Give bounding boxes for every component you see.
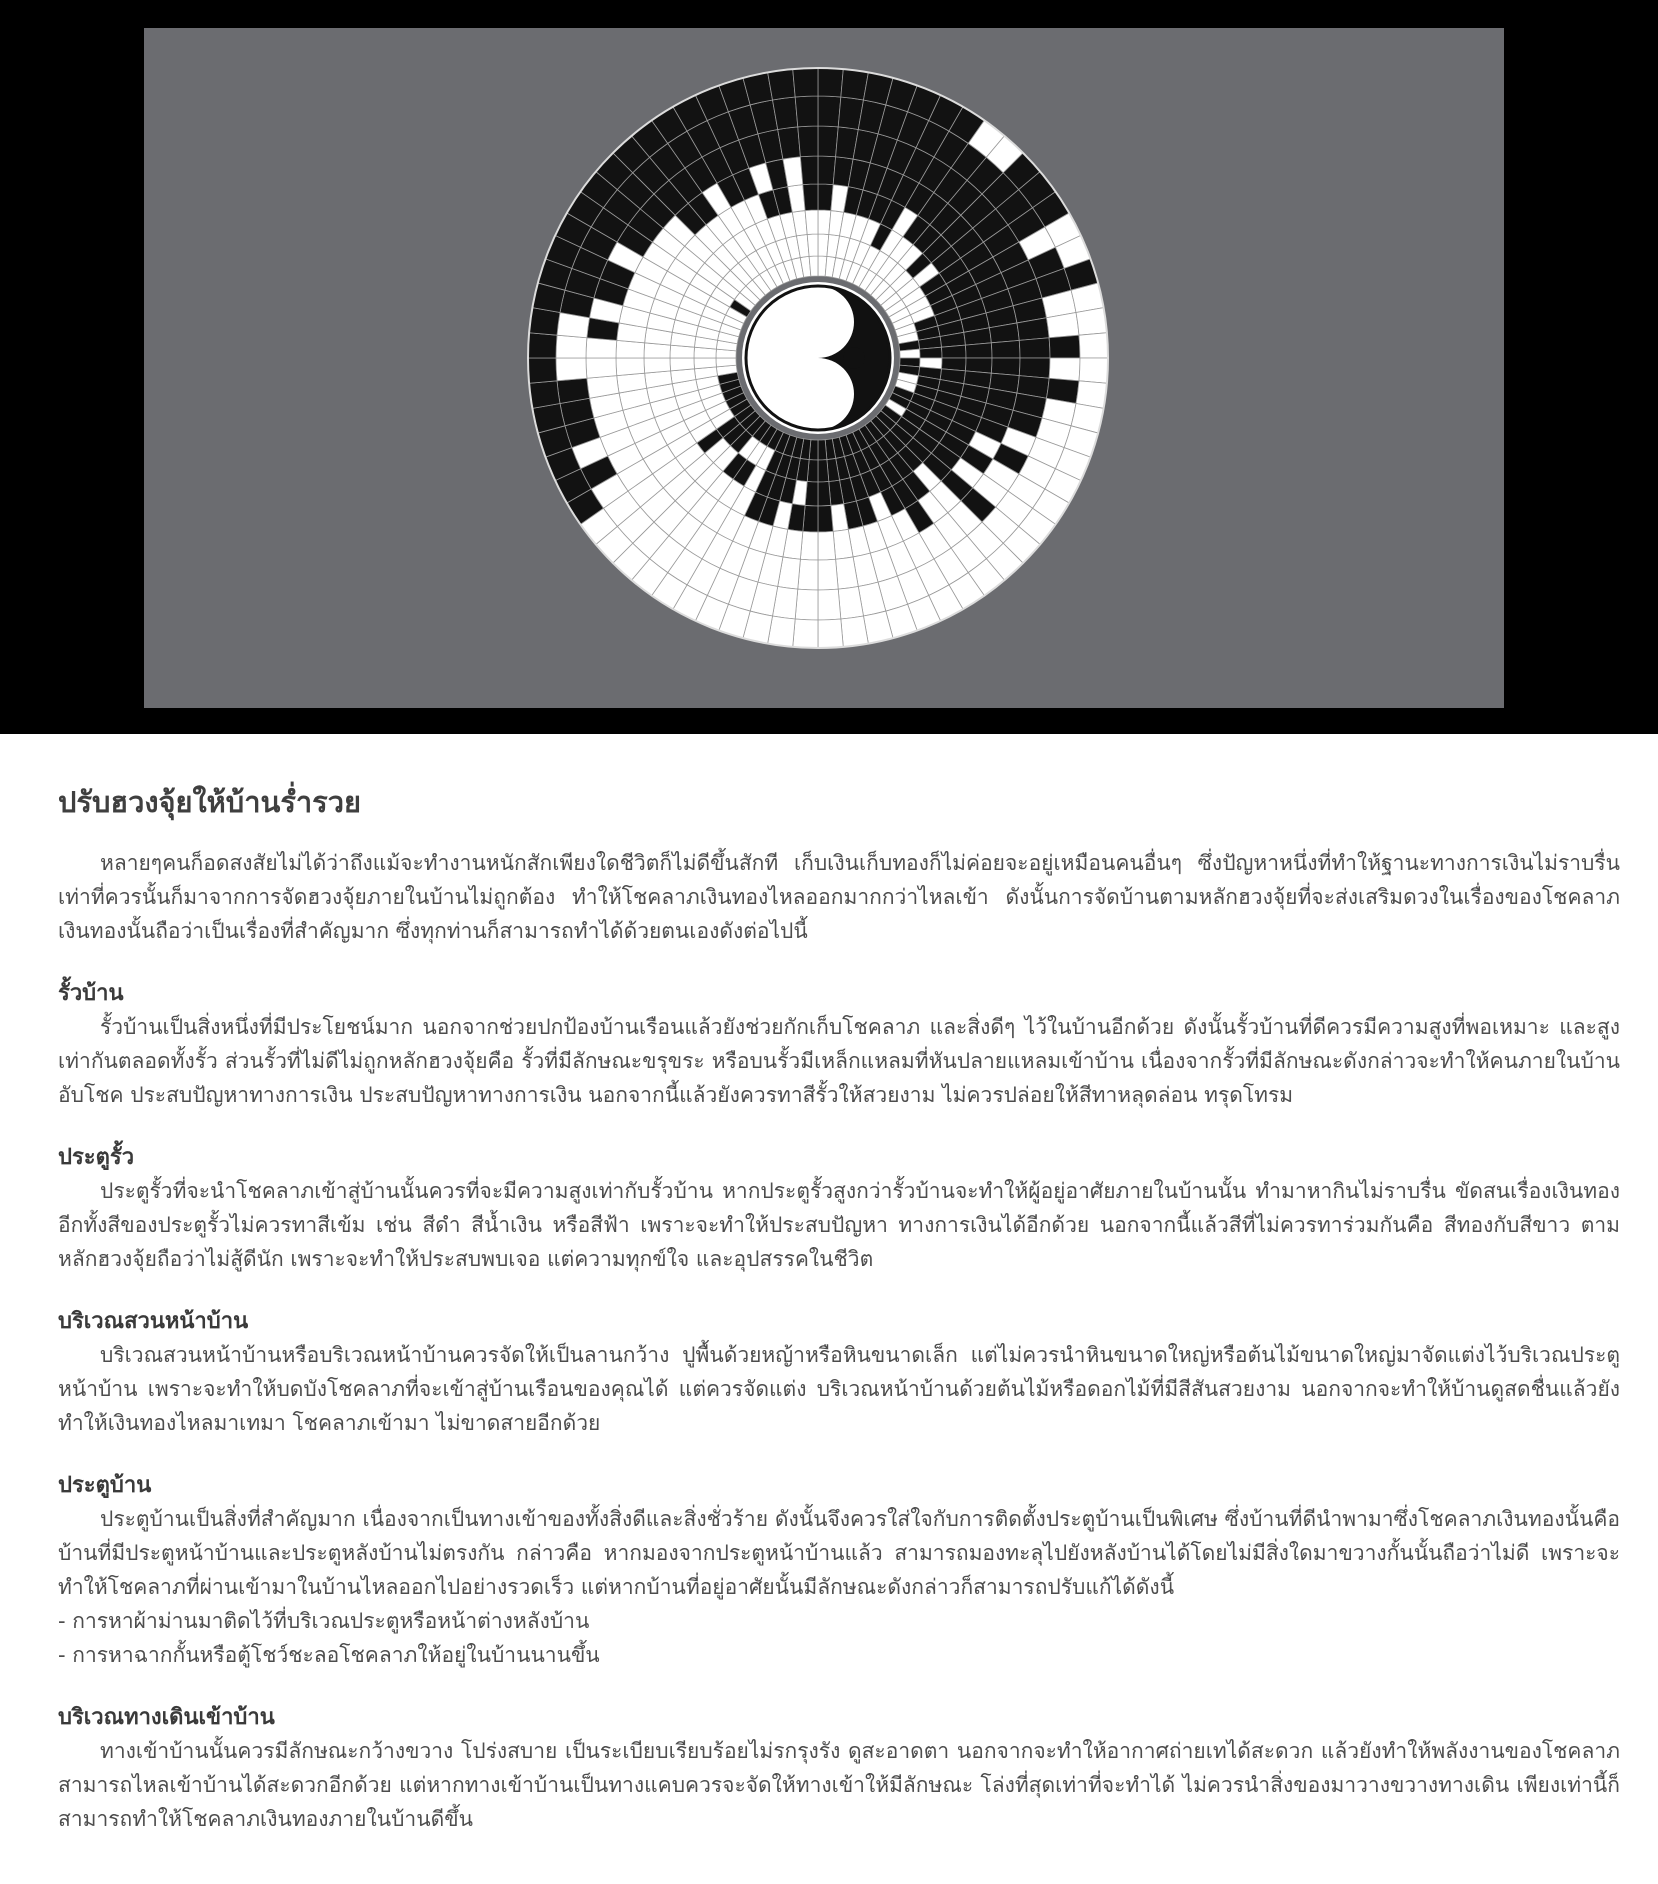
mandala-cell [798, 126, 818, 157]
mandala-cell [818, 559, 838, 590]
mandala-cell [818, 589, 841, 620]
mandala-cell [800, 531, 818, 560]
mandala-cell [965, 343, 992, 358]
mandala-cell [795, 96, 818, 127]
mandala-cell [795, 589, 818, 620]
mandala-cell [1079, 333, 1108, 358]
yin-yang-icon [742, 282, 894, 434]
mandala-cell [805, 210, 818, 234]
section-body: ทางเข้าบ้านนั้นควรมีลักษณะกว้างขวาง โปร่งสบาย เป็นระเบียบเรียบร้อยไม่รกรุงรัง ดูสะอาดตา นอกจากจะทำให้อากาศถ่ายเทได้สะดวก แล้วยังทำให้พลังงานของโชคลาภสามารถไหลเข้าบ้านได้สะดวกอีกด้วย แต่หากทางเข้าบ้านเป็นทางแคบควรจะจัดให้ทางเข้าให้มีลักษณะ โล่งที่สุดเท่าที่จะทำได้ ไม่ควรนำสิ่งของมาวางขวางทางเดิน เพียงเท่านี้ก็สามารถทำให้โชคลาภเงินทองภายในบ้านดีขึ้น [58, 1739, 1620, 1831]
section-heading: ประตูบ้าน [58, 1473, 152, 1498]
mandala-cell [556, 358, 587, 381]
section-fence-gate [58, 1142, 1620, 1276]
mandala-cell [818, 440, 827, 460]
mandala-cell [616, 358, 645, 376]
section-front-garden [58, 1306, 1620, 1440]
mandala-cell [586, 338, 617, 358]
mandala-cell [528, 358, 557, 383]
mandala-cell [1049, 335, 1080, 358]
mandala-cell [991, 340, 1020, 358]
hero-banner [0, 0, 1658, 734]
mandala-cell [818, 531, 836, 560]
article [58, 782, 1620, 1836]
section-body: บริเวณสวนหน้าบ้านหรือบริเวณหน้าบ้านควรจัดให้เป็นลานกว้าง ปูพื้นด้วยหญ้าหรือหินขนาดเล็ก แต่ไม่ควรนำหินขนาดใหญ่หรือต้นไม้ขนาดใหญ่มาจัดแต่งไว้บริเวณประตูหน้าบ้าน เพราะจะทำให้บดบังโชคลาภที่จะเข้าสู่บ้านเรือนของคุณได้ แต่ควรจัดแต่ง บริเวณหน้าบ้านด้วยต้นไม้หรือดอกไม้ที่มีสีสันสวยงาม นอกจากจะทำให้บ้านดูสดชื่นแล้วยังทำให้เงินทองไหลมาเทมา โชคลาภเข้ามา ไม่ขาดสายอีกด้วย [58, 1343, 1620, 1435]
mandala-cell [818, 96, 841, 127]
mandala-cell [768, 69, 796, 100]
section-body: รั้วบ้านเป็นสิ่งหนึ่งที่มีประโยชน์มาก นอกจากช่วยปกป้องบ้านเรือนแล้วยังช่วยกักเก็บโชคลาภ และสิ่งดีๆ ไว้ในบ้านอีกด้วย ดังนั้นรั้วบ้านที่ดีควรมีความสูงที่พอเหมาะ และสูงเท่ากันตลอดทั้งรั้ว ส่วนรั้วที่ไม่ดีไม่ถูกหลักฮวงจุ้ยคือ รั้วที่มีลักษณะขรุขระ หรือบนรั้วมีเหล็กแหลมที่หันปลายแหลมเข้าบ้าน เนื่องจากรั้วที่มีลักษณะดังกล่าวจะทำให้คนภายในบ้านอับโชค ประสบปัญหาทางการเงิน ประสบปัญหาทางการเงิน นอกจากนี้แล้วยังควรทาสีรั้วให้สวยงาม ไม่ควรปล่อยให้สีทาหลุดล่อน ทรุดโทรม [58, 1015, 1620, 1107]
mandala-cell [1079, 358, 1108, 383]
mandala-cell [818, 68, 843, 97]
mandala-cell [616, 340, 645, 358]
list-item: - การหาผ้าม่านมาติดไว้ที่บริเวณประตูหรือหน้าต่างหลังบ้าน [58, 1609, 590, 1633]
section-fence [58, 978, 1620, 1112]
mandala-cell [818, 482, 831, 506]
mandala-cell [803, 184, 818, 211]
section-heading: บริเวณทางเดินเข้าบ้าน [58, 1705, 275, 1730]
mandala-cell [586, 358, 617, 378]
mandala-cell [528, 333, 557, 358]
mandala-cell [793, 68, 818, 97]
mandala-cell [900, 349, 920, 358]
mandala-cell [807, 234, 818, 256]
mandala-cell [793, 619, 818, 648]
mandala-cell [841, 616, 869, 647]
mandala-cell [942, 345, 966, 358]
yin-yang-mandala-illustration [144, 28, 1504, 708]
list-item: - การหาฉากกั้นหรือตู้โชว์ชะลอโชคลาภให้อยู่ในบ้านนานขึ้น [58, 1643, 600, 1667]
section-body: ประตูรั้วที่จะนำโชคลาภเข้าสู่บ้านนั้นควรที่จะมีความสูงเท่ากับรั้วบ้าน หากประตูรั้วสูงกว่ารั้วบ้านจะทำให้ผู้อยู่อาศัยภายในบ้านนั้น ทำมาหากินไม่ราบรื่น ขัดสนเรื่องเงินทอง อีกทั้งสีของประตูรั้วไม่ควรทาสีเข้ม เช่น สีดำ สีน้ำเงิน หรือสีฟ้า เพราะจะทำให้ประสบปัญหา ทางการเงินได้อีกด้วย นอกจากนี้แล้วสีที่ไม่ควรทาร่วมกันคือ สีทองกับสีขาว ตามหลักฮวงจุ้ยถือว่าไม่สู้ดีนัก เพราะจะทำให้ประสบพบเจอ แต่ความทุกข์ใจ และอุปสรรคในชีวิต [58, 1179, 1620, 1271]
mandala-cell [556, 335, 587, 358]
mandala-cell [809, 256, 818, 276]
mandala-cell [818, 505, 833, 532]
mandala-cell [529, 381, 560, 409]
mandala-cell [716, 358, 736, 367]
mandala-cell [800, 156, 818, 185]
mandala-cell [670, 358, 694, 371]
mandala-cell [818, 460, 829, 482]
mandala-cell [818, 156, 836, 185]
section-heading: รั้วบ้าน [58, 981, 124, 1006]
section-body: ประตูบ้านเป็นสิ่งที่สำคัญมาก เนื่องจากเป็นทางเข้าของทั้งสิ่งดีและสิ่งชั่วร้าย ดังนั้นจึงควรใส่ใจกับการติดตั้งประตูบ้านเป็นพิเศษ ซึ่งบ้านที่ดีนำพามาซึ่งโชคลาภเงินทองนั้นคือ บ้านที่มีประตูหน้าบ้านและประตูหลังบ้านไม่ตรงกัน กล่าวคือ หากมองจากประตูหน้าบ้านแล้ว สามารถมองทะลุไปยังหลังบ้านได้โดยไม่มีสิ่งใดมาขวางกั้นนั้นถือว่าไม่ดี เพราะจะทำให้โชคลาภที่ผ่านเข้ามาในบ้านไหลออกไปอย่างรวดเร็ว แต่หากบ้านที่อยู่อาศัยนั้นมีลักษณะดังกล่าวก็สามารถปรับแก้ได้ดังนี้ [58, 1507, 1620, 1599]
section-heading: บริเวณสวนหน้าบ้าน [58, 1309, 249, 1334]
mandala-cell [1019, 358, 1050, 378]
mandala-cell [991, 358, 1020, 376]
mandala-cell [818, 619, 843, 648]
intro-paragraph: หลายๆคนก็อดสงสัยไม่ได้ว่าถึงแม้จะทำงานหนักสักเพียงใดชีวิตก็ไม่ดีขึ้นสักที เก็บเงินเก็บทองก็ไม่ค่อยจะอยู่เหมือนคนอื่นๆ ซึ่งปัญหาหนึ่งที่ทำให้ฐานะทางการเงินไม่ราบรื่นเท่าที่ควรนั้นก็มาจากการจัดฮวงจุ้ยภายในบ้านไม่ถูกต้อง ทำให้โชคลาภเงินทองไหลออกมากกว่าไหลเข้า ดังนั้นการจัดบ้านตามหลักฮวงจุ้ยที่จะส่งเสริมดวงในเรื่องของโชคลาภเงินทองนั้นถือว่าเป็นเรื่องที่สำคัญมาก ซึ่งทุกท่านก็สามารถทำได้ด้วยตนเองดังต่อไปนี้ [58, 851, 1620, 943]
mandala-cell [818, 126, 838, 157]
mandala-cell [1019, 338, 1050, 358]
mandala-cell [798, 559, 818, 590]
section-heading: ประตูรั้ว [58, 1145, 135, 1170]
mandala-cell [644, 358, 671, 373]
section-entrance-path [58, 1702, 1620, 1836]
section-house-door [58, 1470, 1620, 1672]
mandala-cell [694, 358, 716, 369]
mandala-cell [920, 347, 942, 358]
hero-image-panel [144, 28, 1504, 708]
remedy-list [58, 1604, 1620, 1672]
article-title: ปรับฮวงจุ้ยให้บ้านร่ำรวย [58, 785, 362, 819]
mandala-cell [1076, 308, 1107, 336]
mandala-cell [1049, 358, 1080, 381]
